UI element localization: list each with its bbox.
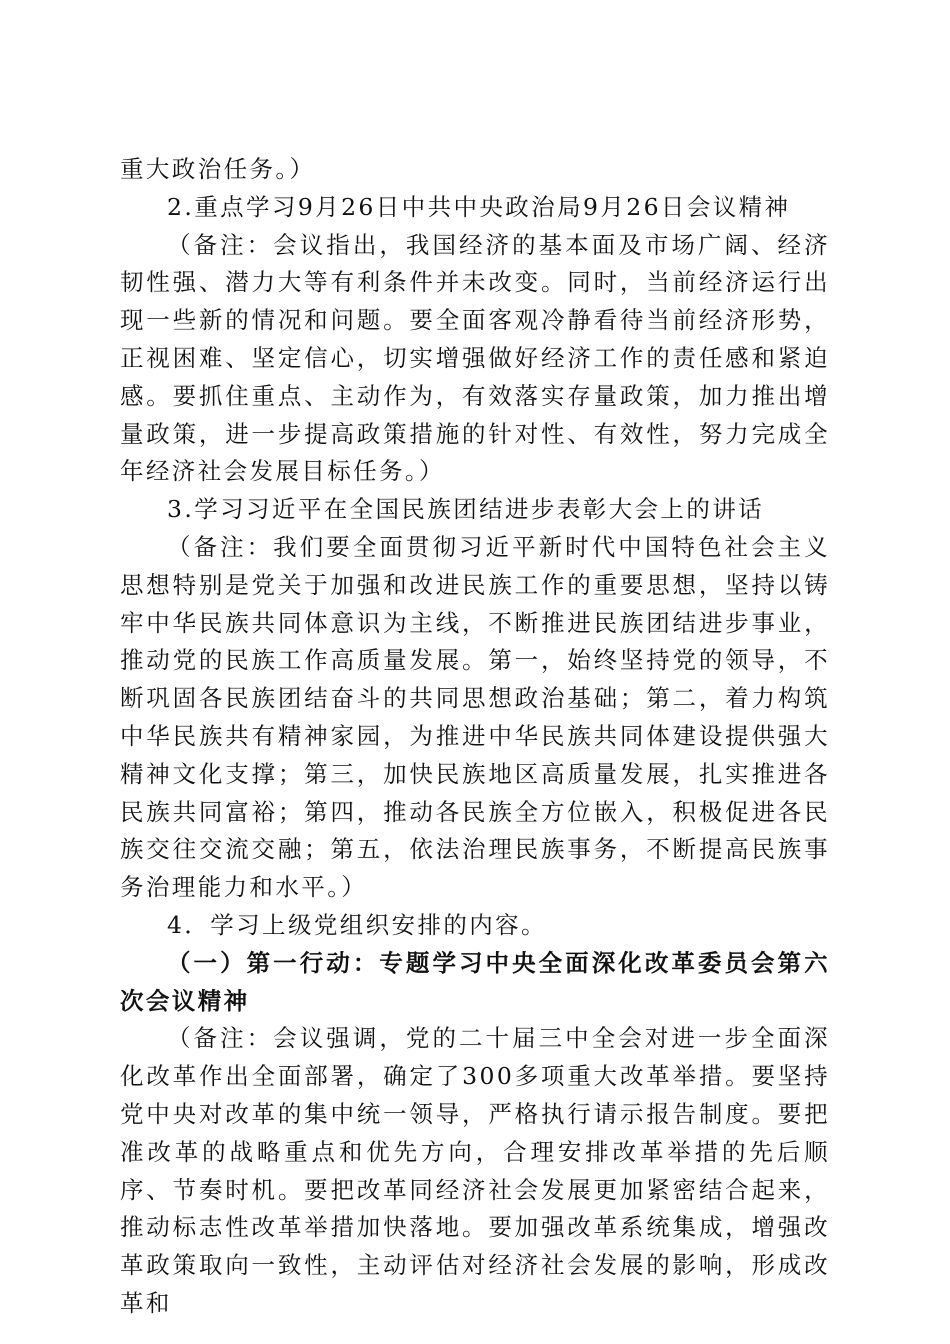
paragraph-continuation: 重大政治任务。）: [120, 155, 316, 183]
document-body: [120, 151, 830, 1323]
heading-item-2: 2.重点学习9月26日中共中央政治局9月26日会议精神: [167, 192, 791, 221]
note-paragraph-3: （备注：我们要全面贯彻习近平新时代中国特色社会主义思想特别是党关于加强和改进民族工作的重要思想，坚持以铸牢中华民族共同体意识为主线，不断推进民族团结进步事业，推动党的民族工作高质量发展。第一，始终坚持党的领导，不断巩固各民族团结奋斗的共同思想政治基础；第二，着力构筑中华民族共有精神家园，为推进中华民族共同体建设提供强大精神文化支撑；第三，加快民族地区高质量发展，扎实推进各民族共同富裕；第四，推动各民族全方位嵌入，积极促进各民族交往交流交融；第五，依法治理民族事务，不断提高民族事务治理能力和水平。）: [120, 532, 830, 902]
heading-item-3: 3.学习习近平在全国民族团结进步表彰大会上的讲话: [167, 495, 765, 524]
heading-item-4: 4．学习上级党组织安排的内容。: [167, 910, 547, 939]
note-paragraph-section-1: （备注：会议强调，党的二十届三中全会对进一步全面深化改革作出全面部署，确定了300多项重大改革举措。要坚持党中央对改革的集中统一领导，严格执行请示报告制度。要把准改革的战略重点和优先方向，合理安排改革举措的先后顺序、节奏时机。要把改革同经济社会发展更加紧密结合起来，推动标志性改革举措加快落地。要加强改革系统集成，增强改革政策取向一致性，主动评估对经济社会发展的影响，形成改革和: [120, 1024, 830, 1317]
section-heading-1: （一）第一行动：专题学习中央全面深化改革委员会第六次会议精神: [120, 948, 830, 1015]
note-paragraph-2: （备注：会议指出，我国经济的基本面及市场广阔、经济韧性强、潜力大等有利条件并未改变。同时，当前经济运行出现一些新的情况和问题。要全面客观冷静看待当前经济形势，正视困难、坚定信心，切实增强做好经济工作的责任感和紧迫感。要抓住重点、主动作为，有效落实存量政策，加力推出增量政策，进一步提高政策措施的针对性、有效性，努力完成全年经济社会发展目标任务。）: [120, 230, 830, 486]
